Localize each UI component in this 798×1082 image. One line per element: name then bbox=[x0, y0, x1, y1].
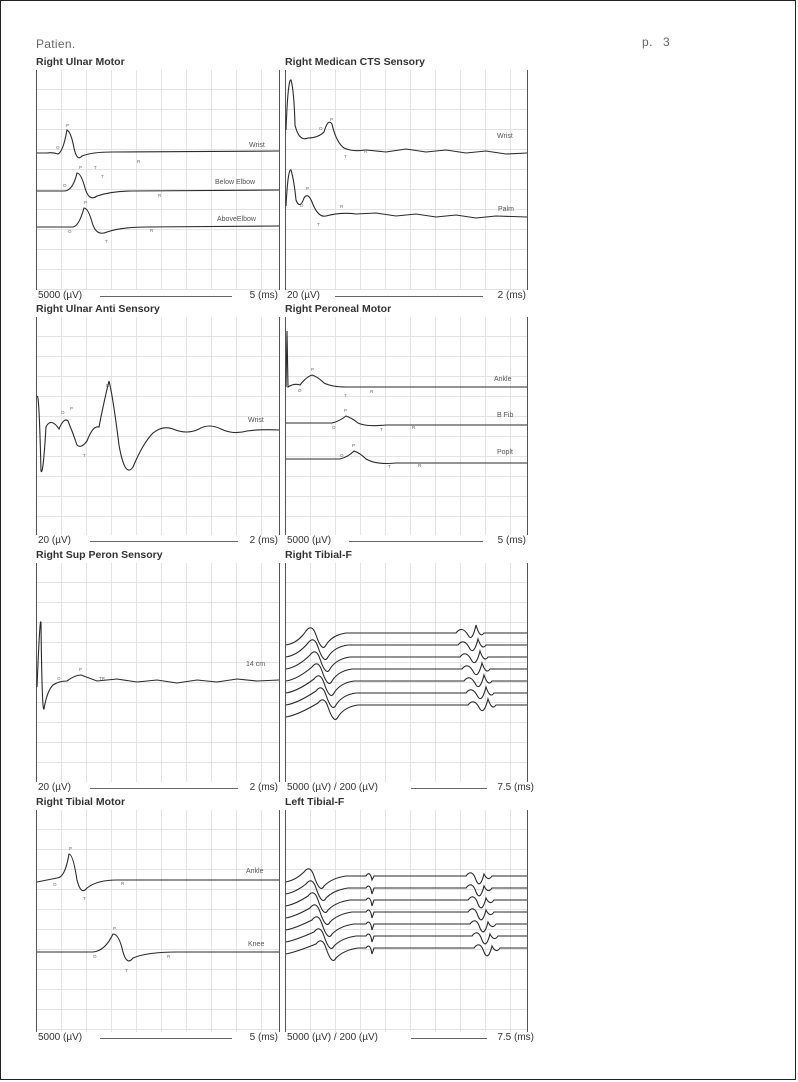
waveform-area bbox=[285, 810, 528, 1032]
svg-text:R: R bbox=[121, 881, 125, 886]
svg-text:T: T bbox=[380, 427, 383, 432]
sensitivity-label: 5000 (µV) bbox=[38, 1032, 83, 1043]
sensitivity-label: 5000 (µV) bbox=[287, 535, 332, 546]
scale-row bbox=[285, 290, 528, 302]
waveform-area bbox=[285, 317, 528, 535]
svg-text:T: T bbox=[83, 453, 86, 458]
svg-text:O: O bbox=[300, 203, 304, 208]
site-label-below-elbow: Below Elbow bbox=[215, 179, 256, 186]
waveform-svg bbox=[37, 70, 281, 290]
scale-row bbox=[36, 535, 280, 547]
f-wave-traces bbox=[286, 869, 527, 961]
svg-text:T: T bbox=[317, 222, 320, 227]
trace-wrist bbox=[37, 130, 279, 158]
panel-tibial-f-left bbox=[285, 796, 534, 1044]
site-label-wrist: Wrist bbox=[497, 133, 513, 140]
svg-text:R: R bbox=[340, 204, 344, 209]
site-label-wrist: Wrist bbox=[249, 142, 265, 149]
panel-tibial-motor bbox=[36, 796, 280, 1044]
site-label-above-elbow: AboveElbow bbox=[217, 216, 256, 223]
svg-text:P: P bbox=[69, 846, 73, 851]
site-label-knee: Knee bbox=[248, 941, 265, 948]
svg-text:T: T bbox=[344, 154, 347, 159]
waveform-svg bbox=[37, 810, 281, 1032]
panel-title: Left Tibial-F bbox=[285, 796, 345, 808]
page-label: p. bbox=[642, 35, 654, 49]
svg-text:O: O bbox=[332, 425, 336, 430]
trace-14cm bbox=[37, 622, 279, 709]
svg-text:P: P bbox=[306, 186, 310, 191]
trace-wrist bbox=[286, 80, 527, 154]
svg-text:TR: TR bbox=[99, 676, 105, 681]
svg-text:T: T bbox=[388, 464, 391, 469]
svg-text:O: O bbox=[63, 183, 67, 188]
svg-text:P: P bbox=[330, 117, 334, 122]
svg-text:P: P bbox=[352, 443, 356, 448]
svg-text:R: R bbox=[150, 228, 154, 233]
svg-text:P: P bbox=[311, 367, 315, 372]
svg-text:T: T bbox=[83, 896, 86, 901]
scale-row bbox=[36, 290, 280, 302]
page-indicator bbox=[642, 35, 670, 49]
panel-title: Right Ulnar Motor bbox=[36, 56, 125, 68]
waveform-svg bbox=[286, 563, 529, 782]
sensitivity-label: 20 (µV) bbox=[38, 782, 71, 793]
svg-text:R: R bbox=[106, 383, 110, 388]
site-label-b-fib: B Fib bbox=[497, 412, 514, 419]
waveform-area bbox=[285, 70, 528, 290]
svg-text:R: R bbox=[370, 389, 374, 394]
waveform-area bbox=[36, 563, 280, 782]
timebase-label: 7.5 (ms) bbox=[497, 1032, 534, 1043]
svg-text:O: O bbox=[319, 126, 323, 131]
svg-text:O: O bbox=[93, 954, 97, 959]
timebase-label: 5 (ms) bbox=[497, 535, 526, 546]
svg-text:P: P bbox=[79, 165, 83, 170]
panel-title: Right Tibial Motor bbox=[36, 796, 126, 808]
sensitivity-label: 20 (µV) bbox=[287, 290, 320, 301]
trace-knee bbox=[37, 934, 279, 961]
panel-title: Right Tibial-F bbox=[285, 549, 352, 561]
scale-row bbox=[285, 782, 536, 794]
site-label-wrist: Wrist bbox=[248, 417, 264, 424]
scale-row bbox=[36, 1032, 280, 1044]
site-label-ankle: Ankle bbox=[494, 376, 512, 383]
svg-text:O: O bbox=[298, 388, 302, 393]
svg-text:O: O bbox=[56, 145, 60, 150]
svg-text:P: P bbox=[344, 408, 348, 413]
svg-text:O: O bbox=[57, 676, 61, 681]
timebase-label: 2 (ms) bbox=[249, 535, 278, 546]
panel-title: Right Peroneal Motor bbox=[285, 303, 392, 315]
waveform-area bbox=[36, 810, 280, 1032]
trace-palm bbox=[286, 170, 527, 218]
waveform-svg bbox=[286, 70, 529, 290]
waveform-svg bbox=[37, 563, 281, 782]
site-label-palm: Palm bbox=[498, 206, 514, 213]
patient-label: Patien. bbox=[36, 37, 76, 51]
waveform-svg bbox=[286, 317, 529, 535]
trace-ankle bbox=[37, 854, 279, 891]
panel-tibial-f-right bbox=[285, 549, 534, 794]
svg-text:O: O bbox=[68, 229, 72, 234]
page-number: 3 bbox=[663, 35, 671, 49]
waveform-area bbox=[285, 563, 528, 782]
panel-peroneal-motor bbox=[285, 303, 528, 547]
panel-sup-peron-sensory bbox=[36, 549, 280, 794]
trace-b-fib bbox=[286, 416, 527, 426]
timebase-label: 7.5 (ms) bbox=[497, 782, 534, 793]
f-wave-traces bbox=[286, 625, 527, 719]
svg-text:T: T bbox=[101, 174, 104, 179]
svg-text:T: T bbox=[105, 239, 108, 244]
svg-text:R: R bbox=[137, 159, 141, 164]
svg-text:T: T bbox=[344, 393, 347, 398]
svg-text:P: P bbox=[79, 667, 83, 672]
sensitivity-label: 5000 (µV) bbox=[38, 290, 83, 301]
waveform-area bbox=[36, 70, 280, 290]
waveform-svg bbox=[37, 317, 281, 535]
svg-text:T: T bbox=[94, 165, 97, 170]
timebase-label: 5 (ms) bbox=[249, 290, 278, 301]
svg-text:R: R bbox=[418, 463, 422, 468]
site-label-14cm: 14 cm bbox=[246, 661, 266, 668]
svg-text:R: R bbox=[412, 425, 416, 430]
waveform-svg bbox=[286, 810, 529, 1032]
panel-title: Right Medican CTS Sensory bbox=[285, 56, 426, 68]
svg-text:T: T bbox=[125, 968, 128, 973]
panel-title: Right Sup Peron Sensory bbox=[36, 549, 163, 561]
panel-title: Right Ulnar Anti Sensory bbox=[36, 303, 160, 315]
svg-text:P: P bbox=[66, 123, 70, 128]
timebase-label: 2 (ms) bbox=[249, 782, 278, 793]
trace-wrist bbox=[37, 381, 279, 472]
svg-text:R: R bbox=[158, 193, 162, 198]
sensitivity-label: 5000 (µV) / 200 (µV) bbox=[287, 1032, 379, 1043]
trace-poplt bbox=[286, 451, 527, 464]
svg-text:O: O bbox=[340, 453, 344, 458]
site-label-ankle: Ankle bbox=[246, 868, 264, 875]
sensitivity-label: 20 (µV) bbox=[38, 535, 71, 546]
svg-text:R: R bbox=[364, 149, 368, 154]
sensitivity-label: 5000 (µV) / 200 (µV) bbox=[287, 782, 379, 793]
site-label-poplt: Poplt bbox=[497, 449, 513, 456]
scale-row bbox=[285, 1032, 536, 1044]
svg-text:O: O bbox=[53, 882, 57, 887]
waveform-area bbox=[36, 317, 280, 535]
trace-ankle bbox=[286, 331, 527, 387]
svg-text:O: O bbox=[61, 410, 65, 415]
panel-ulnar-motor bbox=[36, 56, 280, 302]
panel-ulnar-anti-sensory bbox=[36, 303, 280, 547]
timebase-label: 5 (ms) bbox=[249, 1032, 278, 1043]
svg-text:P: P bbox=[84, 200, 88, 205]
scale-row bbox=[285, 535, 528, 547]
svg-text:R: R bbox=[167, 954, 171, 959]
timebase-label: 2 (ms) bbox=[497, 290, 526, 301]
svg-text:P: P bbox=[70, 406, 74, 411]
svg-text:P: P bbox=[113, 926, 117, 931]
panel-median-cts-sensory bbox=[285, 56, 528, 302]
scale-row bbox=[36, 782, 280, 794]
